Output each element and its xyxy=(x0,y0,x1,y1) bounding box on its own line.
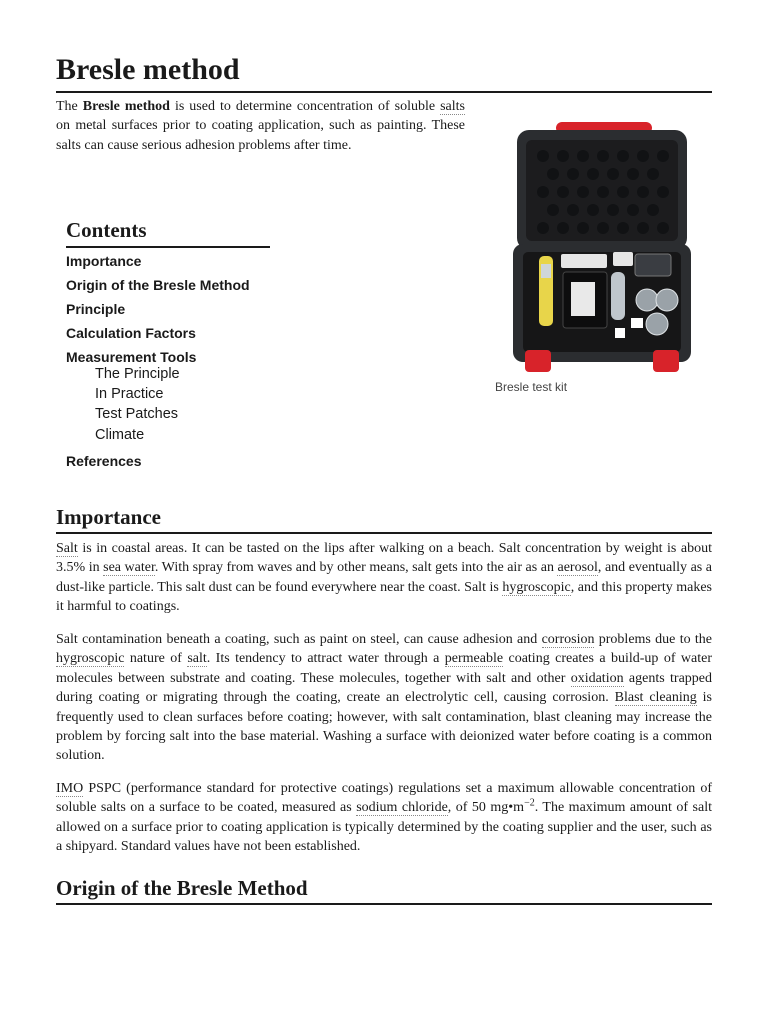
link-hygroscopic[interactable]: hygroscopic xyxy=(56,651,125,667)
paragraph-text: is frequently used to clean surfaces before coating; however, with salt contamination, blast cleaning may increase the problem by forcing salt into the base material. Washing a surface with deionized water before coating is a common solution. xyxy=(56,690,713,764)
test-patch-pack xyxy=(561,254,607,268)
intro-paragraph xyxy=(56,97,465,155)
figure-caption: Bresle test kit xyxy=(495,380,568,394)
intro-text: is used to determine concentration of soluble xyxy=(169,99,441,114)
paragraph-text: coating creates a build-up of water molecules between substrate and coating. These molecules, together with salt and other xyxy=(56,651,712,686)
toc-subitem-the-principle[interactable]: The Principle xyxy=(95,366,180,382)
case-latch-left xyxy=(525,350,551,372)
toc-item-references[interactable]: References xyxy=(66,453,142,469)
intro-text: on metal surfaces prior to coating application, such as painting. These salts can cause serious adhesion problems after time. xyxy=(56,118,465,153)
page-title: Bresle method xyxy=(56,53,240,86)
section-rule xyxy=(56,903,712,905)
importance-paragraph-2 xyxy=(56,630,712,766)
paragraph-text: is in coastal areas. It can be tasted on the lips after walking on a beach. Salt concentration by weight is about 3.5% in xyxy=(56,541,712,576)
section-heading-origin: Origin of the Bresle Method xyxy=(56,876,308,900)
link-corrosion[interactable]: corrosion xyxy=(541,632,595,647)
link-oxidation[interactable]: oxidation xyxy=(570,670,624,686)
superscript: −2 xyxy=(524,797,535,809)
paragraph-text: PSPC (performance standard for protective coatings) regulations set a maximum allowable concentration of soluble salts on a surface to be coated, measured as xyxy=(56,781,712,816)
toc-item-importance[interactable]: Importance xyxy=(66,253,142,269)
link-blast-cleaning[interactable]: Blast cleaning xyxy=(614,690,697,706)
importance-paragraph-3 xyxy=(56,779,712,857)
paragraph-text: problems due to the xyxy=(594,632,713,647)
importance-paragraph-1 xyxy=(56,539,712,617)
bresle-test-kit-image xyxy=(493,104,712,385)
toc-subitem-test-patches[interactable]: Test Patches xyxy=(95,406,179,422)
paragraph-text: , and this property makes it harmful to coatings. xyxy=(56,579,712,615)
link-salt[interactable]: salt xyxy=(187,651,207,667)
paragraph-text: . The maximum amount of salt allowed on a surface prior to coating application is typically determined by the coating supplier and the user, such as a shipyard. Standard values have not been established. xyxy=(56,800,712,855)
case-latch-right xyxy=(653,350,679,372)
toc-subitem-climate[interactable]: Climate xyxy=(95,427,145,443)
link-imo[interactable]: IMO xyxy=(56,781,84,796)
paragraph-text: nature of xyxy=(124,651,188,667)
link-salts[interactable]: salts xyxy=(440,99,465,114)
link-hygroscopic[interactable]: hygroscopic xyxy=(502,579,571,595)
section-heading-importance: Importance xyxy=(56,505,161,529)
table-of-contents xyxy=(66,216,270,469)
toc-heading: Contents xyxy=(66,216,270,248)
paragraph-text: agents trapped during coating or migrating through the coating, create an electrolytic cell, causing corrosion. xyxy=(56,670,713,706)
toc-subitem-in-practice[interactable]: In Practice xyxy=(95,386,164,402)
link-salt[interactable]: Salt xyxy=(56,541,78,556)
link-sea-water[interactable]: sea water xyxy=(103,560,155,576)
syringe-icon xyxy=(611,272,625,320)
paragraph-text: . With spray from waves and by other means, salt gets into the air as an xyxy=(154,560,558,576)
toc-item-calculation-factors[interactable]: Calculation Factors xyxy=(66,325,196,341)
paragraph-text: Salt contamination beneath a coating, such as paint on steel, can cause adhesion and xyxy=(56,632,542,647)
intro-bold-term: Bresle method xyxy=(82,99,170,114)
paragraph-text: , and eventually as a dust-like particle. This salt dust can be found everywhere near the coast. Salt is xyxy=(56,560,712,595)
toc-item-principle[interactable]: Principle xyxy=(66,301,126,317)
intro-text: The xyxy=(56,99,83,114)
vial-icon xyxy=(636,289,658,311)
title-rule xyxy=(56,91,712,93)
toc-item-measurement-tools[interactable]: Measurement Tools xyxy=(66,349,197,365)
toc-item-origin[interactable]: Origin of the Bresle Method xyxy=(66,277,250,293)
paragraph-text: . Its tendency to attract water through a xyxy=(206,651,445,667)
test-kit-illustration xyxy=(493,104,712,380)
vial-case xyxy=(635,254,671,276)
link-sodium-chloride[interactable]: sodium chloride xyxy=(356,800,448,816)
paragraph-text: , of 50 mg•m xyxy=(447,800,525,816)
link-permeable[interactable]: permeable xyxy=(444,651,504,667)
section-rule xyxy=(56,532,712,534)
link-aerosol[interactable]: aerosol xyxy=(557,560,598,576)
